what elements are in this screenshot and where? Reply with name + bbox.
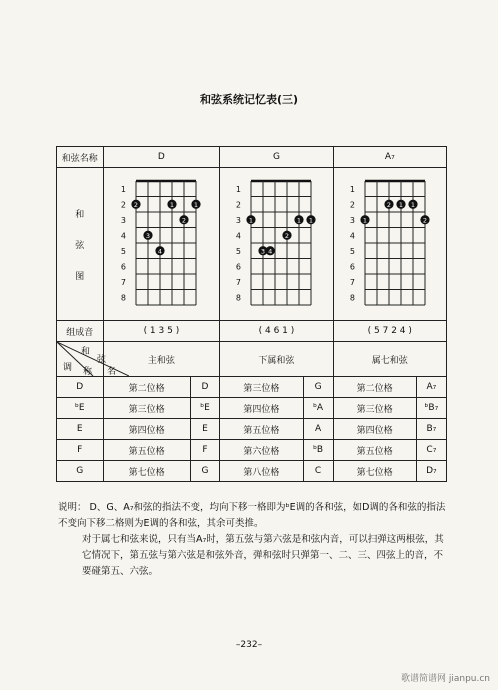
diagram-label-2: 弦: [75, 240, 85, 251]
finger-number: 2: [182, 216, 187, 225]
cell-c2: 第三位格: [220, 377, 303, 398]
cell-key: E: [57, 419, 104, 440]
diag-label-5: 称: [83, 367, 93, 377]
cell-key: F: [57, 440, 104, 461]
finger-number: 1: [362, 216, 367, 225]
cell-c3: 第二位格: [333, 377, 416, 398]
tones-d: ( 1 3 5 ): [103, 321, 220, 342]
role-subdominant: 下属和弦: [220, 342, 333, 377]
key-row: [57, 398, 447, 419]
diag-label-4: 名: [107, 367, 117, 377]
fret-number: 8: [236, 293, 242, 303]
diagram-row: [57, 168, 447, 321]
diagram-a7-cell: [333, 168, 446, 321]
fret-number: 7: [349, 277, 355, 287]
diagram-label-1: 和: [75, 209, 85, 220]
cell-c3: 第七位格: [333, 461, 416, 482]
cell-k1: F: [190, 440, 220, 461]
diag-label-3: 调: [63, 363, 73, 373]
cell-k2: C: [303, 461, 333, 482]
fret-number: 5: [236, 246, 242, 256]
chord-diagram-a7: [337, 171, 443, 317]
cell-k3: B₇: [416, 419, 446, 440]
key-row: [57, 440, 447, 461]
tones-label: 组成音: [57, 321, 104, 342]
header-chord-a7: A₇: [333, 147, 446, 168]
cell-c1: 第三位格: [103, 398, 190, 419]
cell-c2: 第四位格: [220, 398, 303, 419]
fret-number: 5: [121, 246, 127, 256]
fret-number: 4: [349, 231, 355, 241]
chord-table: [56, 146, 447, 482]
role-tonic: 主和弦: [103, 342, 220, 377]
cell-k1: G: [190, 461, 220, 482]
tones-a7: ( 5 7 2 4 ): [333, 321, 446, 342]
fret-number: 6: [236, 262, 242, 272]
cell-c1: 第四位格: [103, 419, 190, 440]
finger-number: 1: [297, 216, 302, 225]
cell-c2: 第八位格: [220, 461, 303, 482]
fret-number: 2: [236, 200, 242, 210]
finger-number: 4: [158, 247, 163, 256]
cell-key: D: [57, 377, 104, 398]
cell-k2: A: [303, 419, 333, 440]
diag-label-2: 弦: [97, 355, 107, 365]
fret-number: 8: [121, 293, 127, 303]
fret-number: 3: [121, 215, 127, 225]
finger-number: 3: [261, 247, 266, 256]
cell-k1: ᵇE: [190, 398, 220, 419]
finger-number: 3: [146, 231, 151, 240]
cell-k2: ᵇB: [303, 440, 333, 461]
role-dominant-seventh: 属七和弦: [333, 342, 446, 377]
notes: [58, 500, 448, 580]
header-row: [57, 147, 447, 168]
page-title: 和弦系统记忆表(三): [199, 93, 299, 106]
fret-number: 1: [349, 184, 355, 194]
diagram-label-3: 图: [75, 271, 85, 282]
finger-number: 2: [285, 231, 290, 240]
cell-k2: ᵇA: [303, 398, 333, 419]
cell-c3: 第五位格: [333, 440, 416, 461]
role-row: [57, 342, 447, 377]
cell-c2: 第五位格: [220, 419, 303, 440]
diagram-g-cell: [220, 168, 333, 321]
cell-k3: A₇: [416, 377, 446, 398]
finger-number: 2: [134, 200, 139, 209]
chord-diagram-d: [108, 171, 214, 317]
cell-key: G: [57, 461, 104, 482]
chord-diagram-g: [223, 171, 329, 317]
cell-c3: 第四位格: [333, 419, 416, 440]
diagonal-header: [57, 342, 117, 377]
fret-number: 1: [236, 184, 242, 194]
cell-k2: G: [303, 377, 333, 398]
note-2: 对于属七和弦来说，只有当A₇时，第五弦与第六弦是和弦内音，可以扫弹这两根弦，其它情况下，第五弦与第六弦是和弦外音，弹和弦时只弹第一、二、三、四弦上的音，不要碰第五、六弦。: [82, 534, 444, 577]
cell-k3: D₇: [416, 461, 446, 482]
cell-k1: D: [190, 377, 220, 398]
finger-number: 1: [249, 216, 254, 225]
cell-k3: ᵇB₇: [416, 398, 446, 419]
page-number: –232–: [235, 640, 263, 650]
diag-label-1: 和: [81, 347, 91, 357]
fret-number: 7: [121, 277, 127, 287]
fret-number: 7: [236, 277, 242, 287]
fret-number: 8: [349, 293, 355, 303]
tones-row: [57, 321, 447, 342]
fret-number: 1: [121, 184, 127, 194]
fret-number: 4: [236, 231, 242, 241]
header-chord-g: G: [220, 147, 333, 168]
cell-key: ᵇE: [57, 398, 104, 419]
fret-number: 3: [349, 215, 355, 225]
finger-number: 1: [170, 200, 175, 209]
finger-number: 2: [386, 200, 391, 209]
cell-c3: 第三位格: [333, 398, 416, 419]
cell-c1: 第七位格: [103, 461, 190, 482]
finger-number: 1: [410, 200, 415, 209]
finger-number: 1: [309, 216, 314, 225]
watermark: 歌谱简谱网 jianpu.cn: [400, 674, 490, 684]
cell-c1: 第五位格: [103, 440, 190, 461]
fret-number: 6: [349, 262, 355, 272]
fret-number: 3: [236, 215, 242, 225]
cell-c1: 第二位格: [103, 377, 190, 398]
fret-number: 4: [121, 231, 127, 241]
tones-g: ( 4 6 1 ): [220, 321, 333, 342]
header-name: 和弦名称: [57, 147, 104, 168]
cell-k1: E: [190, 419, 220, 440]
key-row: [57, 461, 447, 482]
fret-number: 5: [349, 246, 355, 256]
cell-c2: 第六位格: [220, 440, 303, 461]
header-chord-d: D: [103, 147, 220, 168]
fret-number: 2: [349, 200, 355, 210]
finger-number: 4: [268, 247, 273, 256]
finger-number: 2: [422, 216, 427, 225]
diagram-label: [57, 168, 104, 321]
key-row: [57, 419, 447, 440]
finger-number: 1: [398, 200, 403, 209]
fret-number: 6: [121, 262, 127, 272]
note-1: 说明： D、G、A₇和弦的指法不变，均向下移一格即为ᵇE调的各和弦，如D调的各和弦的指法不变向下移二格则为E调的各和弦，其余可类推。: [58, 502, 446, 529]
key-row: [57, 377, 447, 398]
finger-number: 1: [194, 200, 199, 209]
diagram-d-cell: [103, 168, 220, 321]
cell-k3: C₇: [416, 440, 446, 461]
fret-number: 2: [121, 200, 127, 210]
